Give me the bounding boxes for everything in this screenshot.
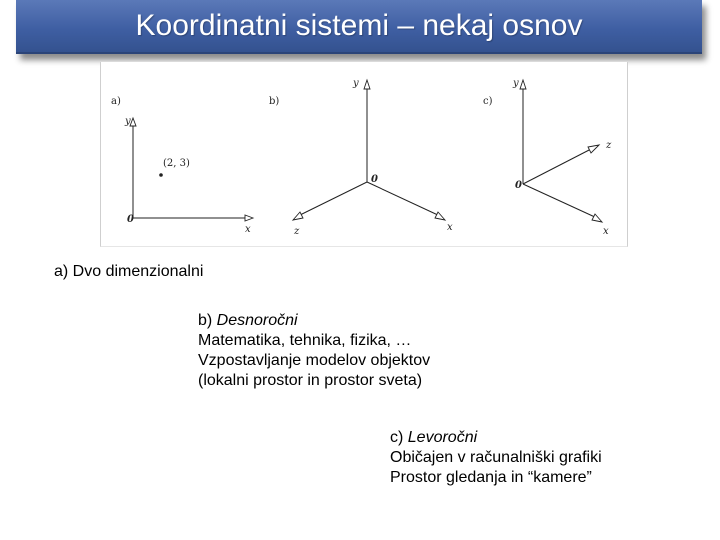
slide-title: Koordinatni sistemi – nekaj osnov xyxy=(135,9,583,42)
block-b-heading: Desnoročni xyxy=(216,312,298,329)
panel-a-y-label: y xyxy=(125,116,131,127)
block-b-line: Matematika, tehnika, fizika, … xyxy=(198,332,412,349)
panel-a-point-label: (2, 3) xyxy=(163,158,190,169)
panel-a-x-arrow xyxy=(245,215,253,221)
coordinate-systems-figure xyxy=(100,62,628,247)
block-c-line: Običajen v računalniški grafiki xyxy=(390,449,602,466)
block-b-line: Vzpostavljanje modelov objektov xyxy=(198,352,431,369)
block-a-prefix: a) xyxy=(54,263,73,280)
panel-c-x-arrow xyxy=(592,214,602,222)
block-b-line: (lokalni prostor in prostor sveta) xyxy=(198,372,423,389)
panel-a-y-arrow xyxy=(130,118,136,126)
coordinate-systems-diagram xyxy=(101,62,627,246)
panel-a-origin-label: 0 xyxy=(127,214,134,225)
block-a-heading: Dvo dimenzionalni xyxy=(72,263,204,280)
block-c xyxy=(390,428,602,488)
panel-b-origin-label: 0 xyxy=(371,174,378,185)
block-a xyxy=(54,262,203,282)
block-b-heading-line xyxy=(198,311,430,331)
block-c-heading: Levoročni xyxy=(407,429,478,446)
panel-c-z-label: z xyxy=(606,140,612,151)
panel-b-x-arrow xyxy=(435,212,445,220)
block-c-prefix: c) xyxy=(390,429,408,446)
panel-b-label: b) xyxy=(269,96,280,107)
panel-a-label: a) xyxy=(111,96,121,107)
panel-a-x-label: x xyxy=(245,224,251,235)
panel-b-x-axis xyxy=(367,182,440,216)
panel-c-origin-label: 0 xyxy=(515,180,522,191)
title-bar xyxy=(16,0,702,54)
panel-c-y-label: y xyxy=(513,78,519,89)
panel-b-z-arrow xyxy=(293,212,303,220)
panel-b-x-label: x xyxy=(447,222,453,233)
panel-c-y-arrow xyxy=(520,80,526,89)
block-b xyxy=(198,311,430,391)
panel-c-z-arrow xyxy=(588,145,599,153)
panel-c-label: c) xyxy=(483,96,493,107)
panel-c-x-axis xyxy=(523,184,597,218)
block-b-prefix: b) xyxy=(198,312,217,329)
panel-c-z-axis xyxy=(523,148,593,184)
block-c-heading-line xyxy=(390,428,602,448)
panel-b-z-axis xyxy=(298,182,367,216)
block-a-heading-line xyxy=(54,262,203,282)
panel-c-x-label: x xyxy=(603,226,609,237)
panel-b-z-label: z xyxy=(294,226,300,237)
panel-b-y-label: y xyxy=(353,78,359,89)
panel-a-point xyxy=(159,173,163,177)
block-c-line: Prostor gledanja in “kamere” xyxy=(390,469,592,486)
panel-b-y-arrow xyxy=(364,80,370,89)
